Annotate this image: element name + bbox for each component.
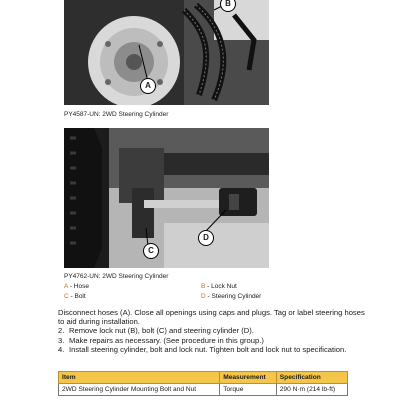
legend-text: - Bolt: [68, 293, 86, 300]
legend-item-hose: [64, 282, 89, 292]
step-text: Install steering cylinder, bolt and lock nut. Tighten bolt and lock nut to specification.: [69, 344, 347, 354]
legend-text: - Hose: [67, 283, 89, 290]
legend-text: - Steering Cylinder: [205, 293, 262, 300]
step-number: 3.: [58, 335, 65, 345]
figure-2-photo: [64, 128, 269, 268]
legend-item-lock-nut: [201, 282, 237, 292]
cell-measurement: Torque: [220, 384, 277, 396]
torque-spec-table: [58, 371, 348, 396]
step-text: Disconnect hoses (A). Close all openings using caps and plugs. Tag or label steering hoses to aid during installation.: [58, 308, 365, 327]
column-header-item: Item: [59, 372, 220, 384]
column-header-measurement: Measurement: [220, 372, 277, 384]
legend-letter: C: [64, 293, 69, 300]
step-text: Remove lock nut (B), bolt (C) and steering cylinder (D).: [69, 326, 254, 336]
step-number: 2.: [58, 326, 65, 336]
step-3: [58, 336, 368, 345]
callout-d: D: [198, 230, 214, 246]
callout-a: A: [140, 78, 156, 94]
column-header-specification: Specification: [276, 372, 347, 384]
legend-letter: D: [201, 293, 206, 300]
legend-text: - Lock Nut: [205, 283, 237, 290]
step-1: [58, 308, 368, 326]
wheel-hub-hoses-image: [64, 0, 269, 105]
procedure-steps: [58, 308, 368, 354]
cell-specification: 290 N·m (214 lb-ft): [276, 384, 347, 396]
cell-item: 2WD Steering Cylinder Mounting Bolt and Nut: [59, 384, 220, 396]
legend-item-steering-cylinder: [201, 292, 261, 302]
legend-item-bolt: [64, 292, 86, 302]
figure-1-photo: [64, 0, 269, 105]
steering-cylinder-image: [64, 128, 269, 268]
figure-2-caption: PY4762-UN: 2WD Steering Cylinder: [64, 273, 169, 280]
step-number: 4.: [58, 344, 65, 354]
figure-1-caption: PY4587-UN: 2WD Steering Cylinder: [64, 111, 169, 118]
step-4: [58, 345, 368, 354]
step-2: [58, 326, 368, 335]
table-row: [59, 384, 348, 396]
table-header-row: [59, 372, 348, 384]
callout-b: B: [220, 0, 236, 12]
callout-c: C: [143, 243, 159, 259]
step-text: Make repairs as necessary. (See procedure in this group.): [69, 335, 264, 345]
legend-letter: B: [201, 283, 206, 290]
legend-letter: A: [64, 283, 68, 290]
